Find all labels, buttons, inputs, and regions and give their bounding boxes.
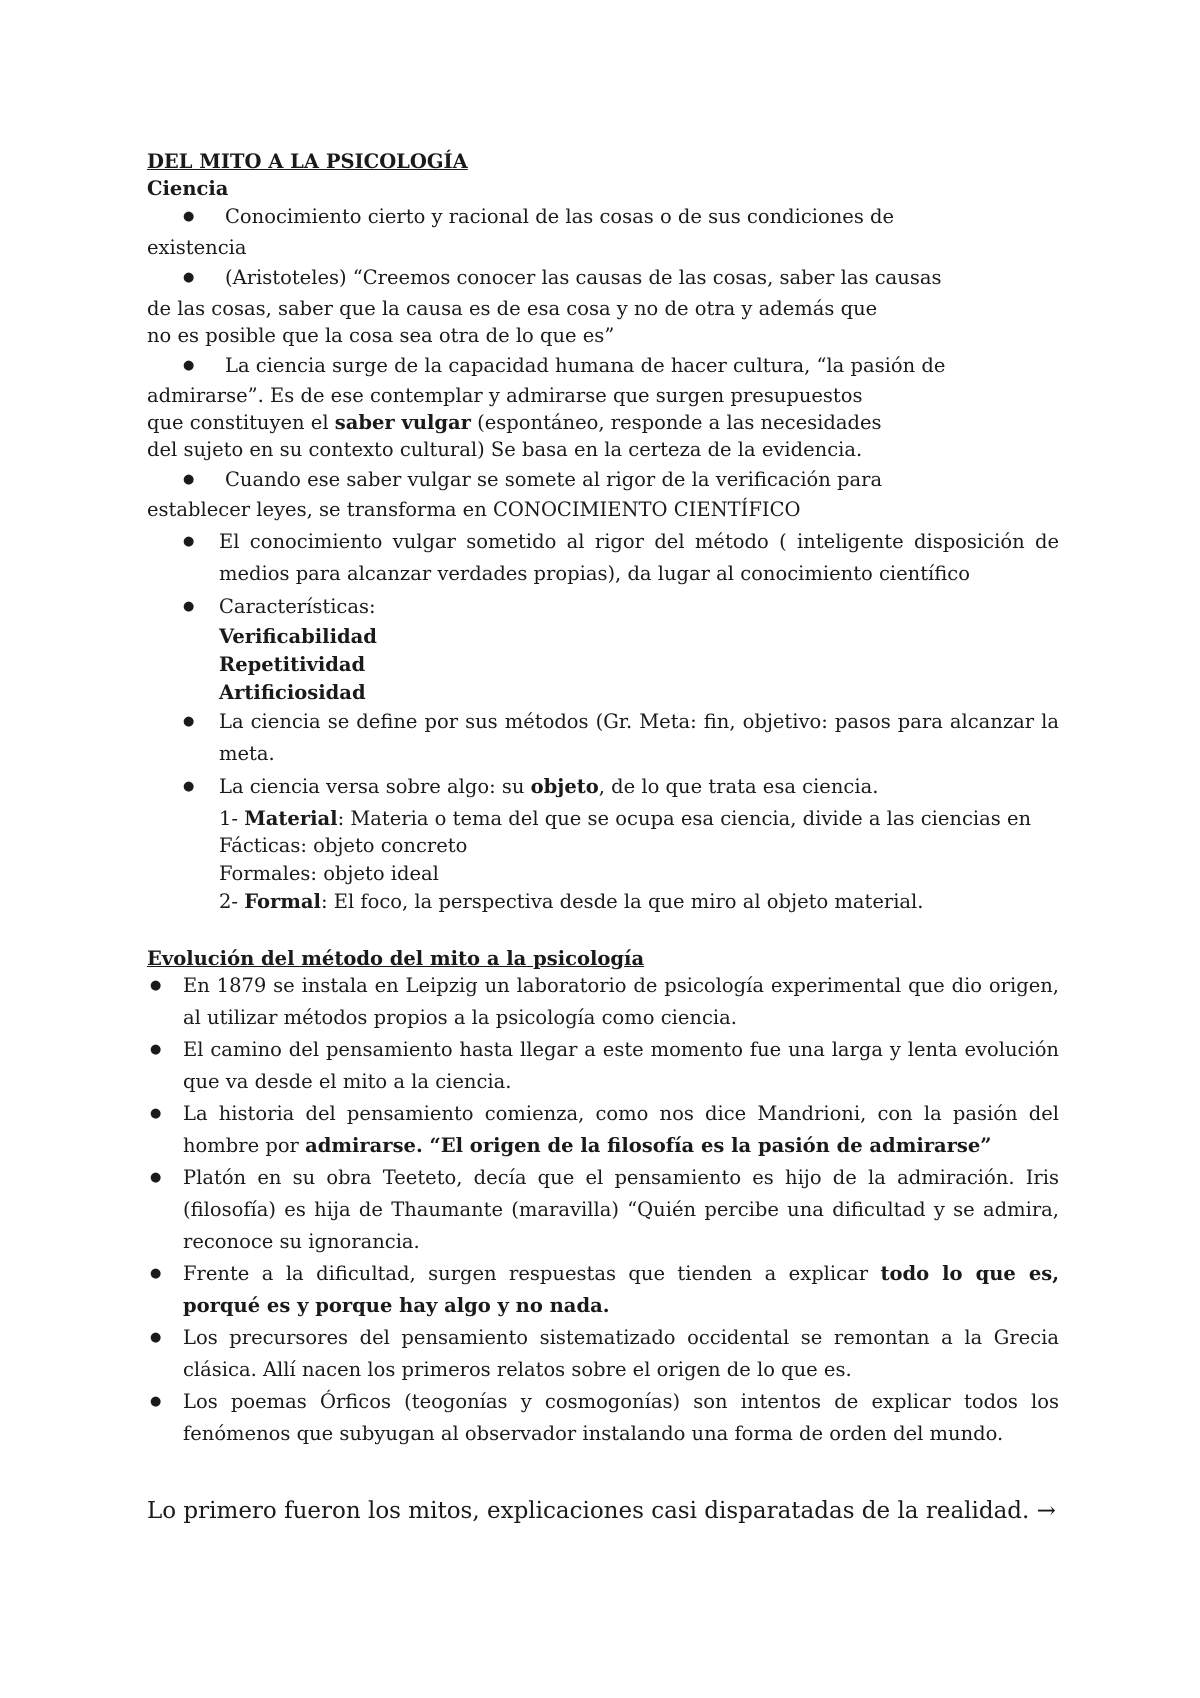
- bullet-icon: ●: [183, 358, 195, 373]
- paragraph: El camino del pensamiento hasta llegar a este momento fue una larga y lenta evolución que va desde el mito a la ciencia.: [183, 1038, 1059, 1093]
- characteristic-item: Verificabilidad: [219, 625, 377, 648]
- page-title: DEL MITO A LA PSICOLOGÍA: [147, 150, 468, 173]
- text-line: (Aristoteles) “Creemos conocer las causas de las cosas, saber las causas: [225, 266, 942, 289]
- text-line: no es posible que la cosa sea otra de lo que es”: [147, 324, 615, 347]
- bullet-icon: ●: [150, 1106, 162, 1121]
- paragraph: En 1879 se instala en Leipzig un laboratorio de psicología experimental que dio origen, al utilizar métodos propios a la psicología como ciencia.: [183, 974, 1059, 1029]
- arrow-right-icon: →: [1036, 1498, 1056, 1524]
- paragraph: Los poemas Órficos (teogonías y cosmogonías) son intentos de explicar todos los fenómenos que subyugan al observador instalando una forma de orden del mundo.: [183, 1390, 1059, 1445]
- bullet-icon: ●: [183, 209, 195, 224]
- text-line: establecer leyes, se transforma en CONOCIMIENTO CIENTÍFICO: [147, 498, 801, 521]
- paragraph: Frente a la dificultad, surgen respuestas que tienden a explicar todo lo que es, porqué es y porque hay algo y no nada.: [183, 1262, 1060, 1317]
- text-line: Cuando ese saber vulgar se somete al rigor de la verificación para: [225, 468, 883, 491]
- text-line: Características:: [219, 595, 376, 618]
- text-line: de las cosas, saber que la causa es de esa cosa y no de otra y además que: [147, 297, 878, 320]
- text-line: existencia: [147, 236, 247, 259]
- characteristic-item: Artificiosidad: [219, 681, 366, 704]
- paragraph: La historia del pensamiento comienza, como nos dice Mandrioni, con la pasión del hombre por admirarse. “El origen de la filosofía es la pasión de admirarse”: [183, 1102, 1059, 1157]
- bullet-icon: ●: [150, 1170, 162, 1185]
- text-line: 1- Material: Materia o tema del que se ocupa esa ciencia, divide a las ciencias en: [219, 807, 1032, 830]
- section-heading-evolucion: Evolución del método del mito a la psicología: [147, 947, 645, 970]
- text-line: del sujeto en su contexto cultural) Se basa en la certeza de la evidencia.: [147, 438, 863, 461]
- closing-statement: Lo primero fueron los mitos, explicaciones casi disparatadas de la realidad. →: [147, 1498, 1056, 1524]
- paragraph: El conocimiento vulgar sometido al rigor del método ( inteligente disposición de medios para alcanzar verdades propias), da lugar al conocimiento científico: [219, 530, 1059, 585]
- text-line: que constituyen el saber vulgar (espontáneo, responde a las necesidades: [147, 411, 882, 434]
- text-line: Formales: objeto ideal: [219, 862, 439, 885]
- text-line: La ciencia versa sobre algo: su objeto, de lo que trata esa ciencia.: [219, 775, 879, 798]
- paragraph: Platón en su obra Teeteto, decía que el pensamiento es hijo de la admiración. Iris (filosofía) es hija de Thaumante (maravilla) “Quién percibe una dificultad y se admira, reconoce su ignorancia.: [183, 1166, 1059, 1253]
- bullet-icon: ●: [183, 599, 195, 614]
- section-heading-ciencia: Ciencia: [147, 177, 229, 200]
- bold-saber-vulgar: saber vulgar: [334, 411, 471, 434]
- text-line: admirarse”. Es de ese contemplar y admirarse que surgen presupuestos: [147, 384, 863, 407]
- bullet-icon: ●: [183, 472, 195, 487]
- paragraph: Los precursores del pensamiento sistematizado occidental se remontan a la Grecia clásica. Allí nacen los primeros relatos sobre el origen de lo que es.: [183, 1326, 1059, 1381]
- bullet-icon: ●: [150, 1042, 162, 1057]
- bullet-icon: ●: [150, 978, 162, 993]
- paragraph: La ciencia se define por sus métodos (Gr. Meta: fin, objetivo: pasos para alcanzar la meta.: [219, 710, 1059, 765]
- bullet-icon: ●: [150, 1266, 162, 1281]
- characteristic-item: Repetitividad: [219, 653, 366, 676]
- bullet-icon: ●: [183, 714, 195, 729]
- bullet-icon: ●: [150, 1330, 162, 1345]
- bullet-icon: ●: [183, 534, 195, 549]
- bullet-icon: ●: [150, 1394, 162, 1409]
- text-line: Fácticas: objeto concreto: [219, 834, 468, 857]
- text-line: 2- Formal: El foco, la perspectiva desde la que miro al objeto material.: [219, 890, 924, 913]
- bullet-icon: ●: [183, 779, 195, 794]
- bullet-icon: ●: [183, 270, 195, 285]
- text-line: Conocimiento cierto y racional de las cosas o de sus condiciones de: [225, 205, 895, 228]
- text-line: La ciencia surge de la capacidad humana de hacer cultura, “la pasión de: [225, 354, 946, 377]
